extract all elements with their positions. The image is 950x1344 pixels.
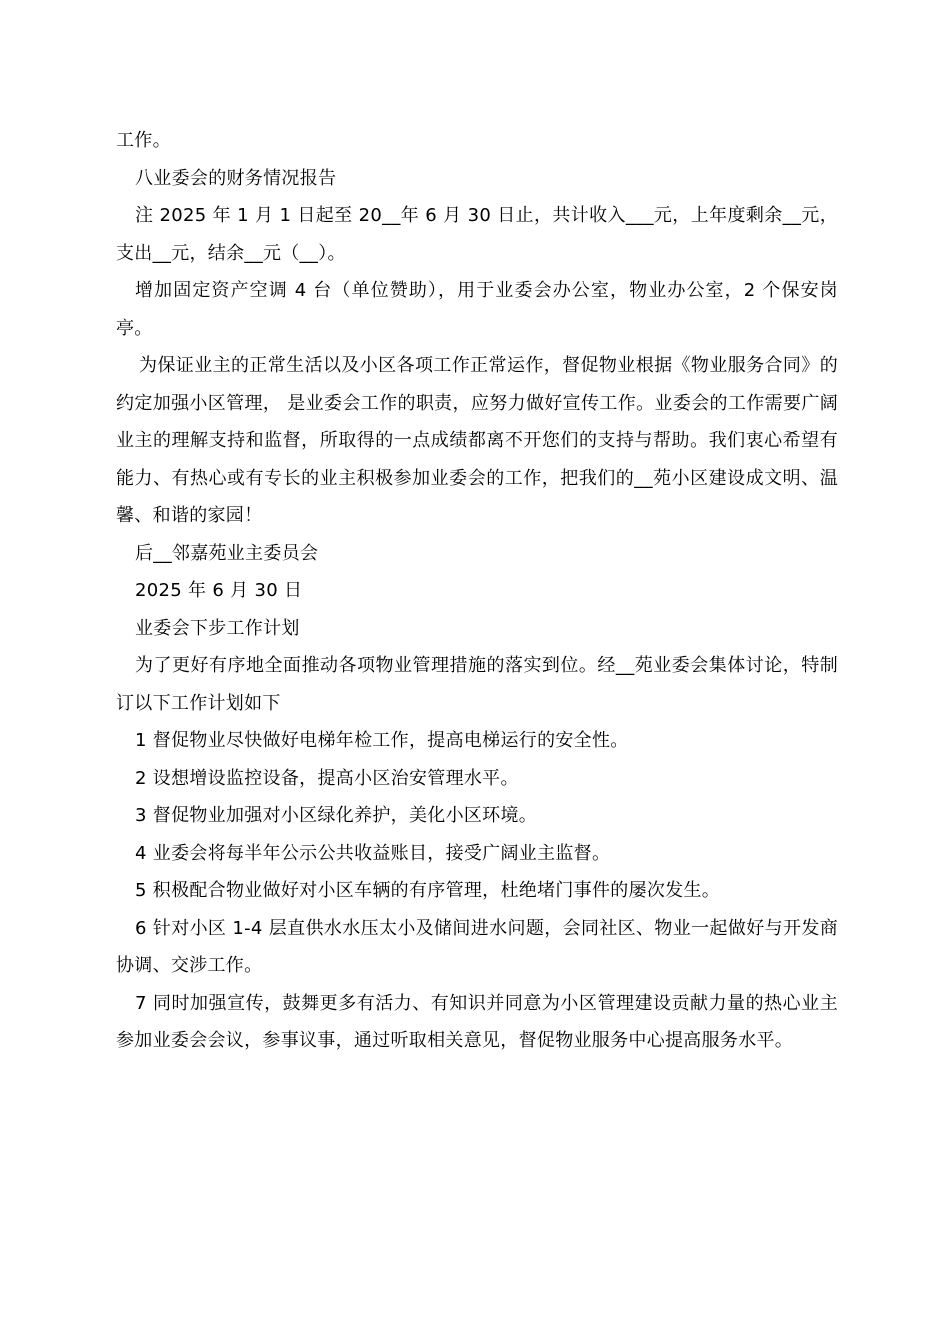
signature-date: 2025 年 6 月 30 日: [135, 580, 303, 601]
work-plan-item: 7 同时加强宣传，鼓舞更多有活力、有知识并同意为小区管理建设贡献力量的热心业主参加业委会会议，参事议事，通过听取相关意见，督促物业服务中心提高服务水平。: [116, 992, 838, 1051]
work-plan-item: 6 针对小区 1-4 层直供水水压太小及储间进水问题，会同社区、物业一起做好与开发商协调、交涉工作。: [116, 917, 838, 976]
work-plan-item: 1 督促物业尽快做好电梯年检工作，提高电梯运行的安全性。: [135, 730, 629, 751]
work-plan-item: 2 设想增设监控设备，提高小区治安管理水平。: [135, 767, 519, 789]
paragraph-closing-appeal: 为保证业主的正常生活以及小区各项工作正常运作，督促物业根据《物业服务合同》的约定加强小区管理， 是业委会工作的职责，应努力做好宣传工作。业委会的工作需要广阔业主的理解支持和监督，所取得的一点成绩都离不开您们的支持与帮助。我们衷心希望有能力、有热心或有专长的业主积极参加业委会的工作，把我们的__苑小区建设成文明、温馨、和谐的家园！: [116, 355, 838, 526]
work-plan-item: 5 积极配合物业做好对小区车辆的有序管理，杜绝堵门事件的屡次发生。: [135, 880, 721, 901]
section-heading-finance-report: 八业委会的财务情况报告: [135, 167, 337, 189]
paragraph-finance-summary: 注 2025 年 1 月 1 日起至 20__年 6 月 30 日止，共计收入___元，上年度剩余__元，支出__元，结余__元（__）。: [116, 205, 838, 264]
section-heading-work-plan: 业委会下步工作计划: [135, 617, 300, 639]
document-page: [116, 122, 838, 1060]
paragraph-fixed-assets: 增加固定资产空调 4 台（单位赞助），用于业委会办公室，物业办公室，2 个保安岗亭。: [116, 280, 838, 339]
paragraph-continuation: 工作。: [116, 130, 171, 151]
paragraph-work-plan-intro: 为了更好有序地全面推动各项物业管理措施的落实到位。经__苑业委会集体讨论，特制订以下工作计划如下: [116, 655, 838, 714]
work-plan-item: 3 督促物业加强对小区绿化养护，美化小区环境。: [135, 805, 538, 826]
work-plan-item: 4 业委会将每半年公示公共收益账目，接受广阔业主监督。: [135, 842, 611, 864]
signature-committee: 后__邻嘉苑业主委员会: [135, 542, 319, 564]
